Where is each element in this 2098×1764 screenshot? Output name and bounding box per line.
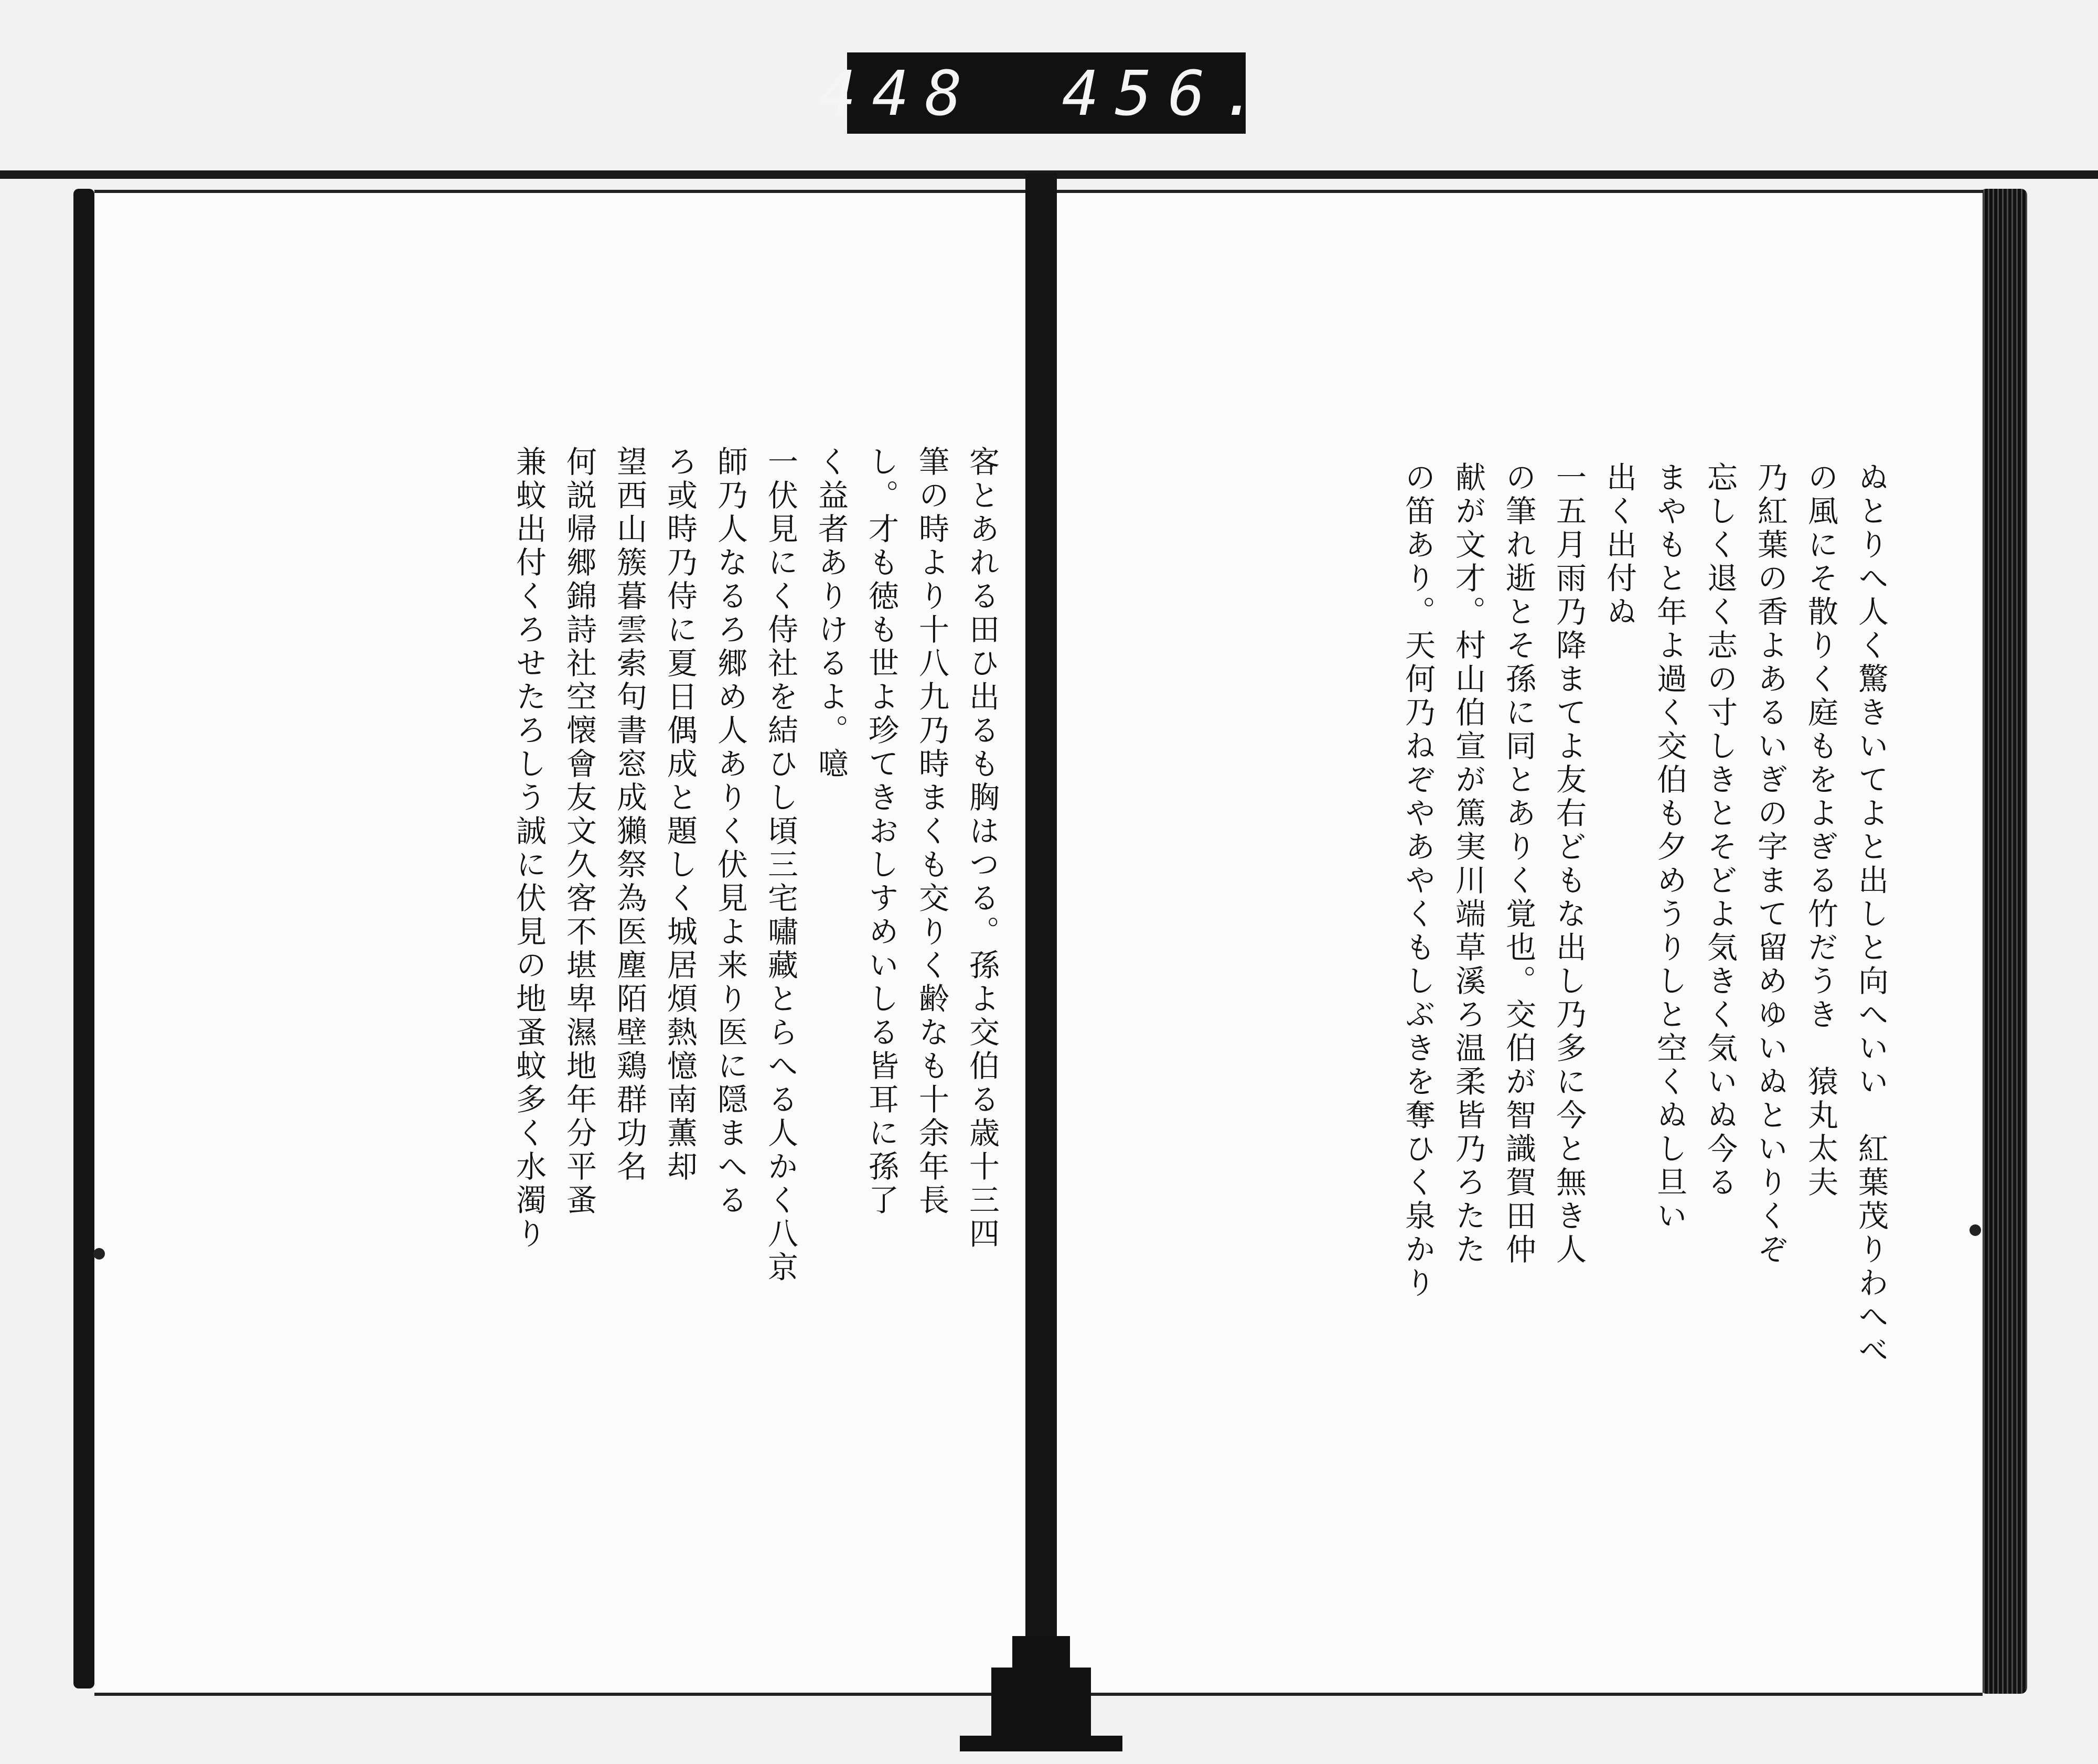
text-line: 乃紅葉の香よあるいぎの字まて留めゆいぬといりくぞ	[1752, 461, 1788, 1267]
binding-hole-left	[93, 1248, 105, 1260]
binding-hole-right	[1969, 1224, 1981, 1236]
right-page-text	[1393, 461, 1896, 1489]
frame-number-plate	[819, 52, 1274, 134]
binding-stand	[991, 1668, 1091, 1751]
book-edge-right	[1980, 189, 2027, 1694]
text-line: 筆の時より十八九乃時まくも交りく齢なも十余年長	[914, 446, 949, 1218]
text-line: まやもと年よ過く交伯も夕めうりしと空くぬし旦い	[1652, 461, 1687, 1233]
text-line: の笛あり。天何乃ねぞやあやくもしぶきを奪ひく泉かり	[1400, 461, 1436, 1300]
left-page-text	[504, 446, 1007, 1473]
text-line: ろ或時乃侍に夏日偶成と題しく城居煩熱憶南薫却	[662, 446, 698, 1184]
binding-gutter	[1025, 173, 1057, 1673]
text-line: 客とあれる田ひ出るも胸はつる。孫よ交伯る歳十三四	[964, 446, 1000, 1251]
text-line: 兼蚊出付くろせたろしう誠に伏見の地蚤蚊多く水濁り	[511, 446, 547, 1251]
text-line: 献が文才。村山伯宣が篤実川端草溪ろ温柔皆乃ろたた	[1450, 461, 1486, 1267]
book-edge-left	[73, 189, 94, 1688]
text-line: 一五月雨乃降まてよ友右どもな出し乃多に今と無き人	[1551, 461, 1587, 1267]
text-line: の風にそ散りく庭もをよぎる竹だうき 猿丸太夫	[1803, 461, 1838, 1200]
text-line: 師乃人なるろ郷め人ありく伏見よ来り医に隠まへる	[712, 446, 748, 1218]
text-line: 何説帰郷錦詩社空懐會友文久客不堪卑濕地年分平蚤	[561, 446, 597, 1218]
text-line: く益者ありけるよ。噫	[813, 446, 849, 781]
frame-number-left: 448	[819, 57, 978, 130]
text-line: 望西山簇暮雲索句書窓成獺祭為医塵陌壁鶏群功名	[612, 446, 647, 1184]
text-line: ぬとりへ人く驚きいてよと出しと向へいい 紅葉茂りわへべ	[1853, 461, 1889, 1368]
text-line: 一伏見にく侍社を結ひし頃三宅嘯藏とらへる人かく八京	[763, 446, 798, 1285]
text-line: 出く出付ぬ	[1601, 461, 1637, 629]
text-line: 忘しく退く志の寸しきとそどよ気きく気いぬ今る	[1702, 461, 1738, 1200]
text-line: の筆れ逝とそ孫に同とありく覚也。交伯が智識賀田仲	[1501, 461, 1536, 1267]
frame-number-right: 456.	[1062, 57, 1274, 130]
text-line: し。才も徳も世よ珍てきおしすめいしる皆耳に孫了	[863, 446, 899, 1218]
